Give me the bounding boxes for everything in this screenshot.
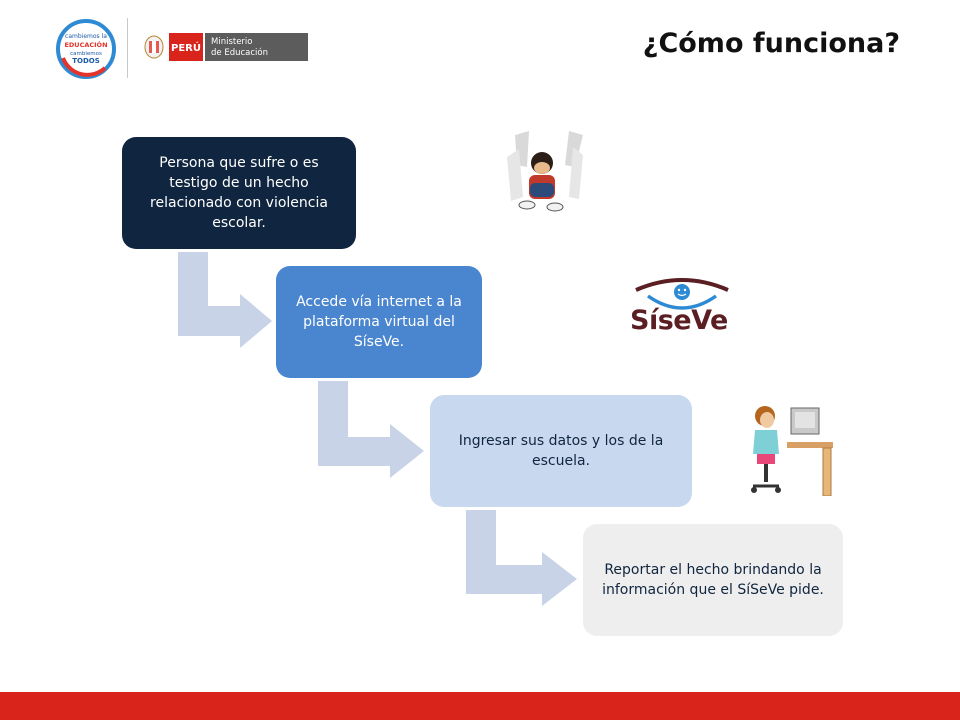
- peru-label: PERÚ: [171, 43, 201, 54]
- connector-arrow-3: [466, 510, 577, 606]
- computer-user-illustration: [745, 398, 835, 496]
- cambiemos-la-educacion-logo: [55, 18, 117, 80]
- flow-step-3: Ingresar sus datos y los de la escuela.: [430, 395, 692, 507]
- ministry-label-1: Ministerio: [211, 37, 253, 47]
- flow-step-4: Reportar el hecho brindando la información que el SíSeVe pide.: [583, 524, 843, 636]
- connector-arrow-1: [178, 252, 272, 348]
- footer-bar: [0, 692, 960, 720]
- page-title: ¿Cómo funciona?: [642, 28, 900, 59]
- connector-arrow-2: [318, 381, 424, 478]
- badge-text-4: TODOS: [72, 57, 100, 65]
- header-divider: [127, 18, 128, 78]
- flow-step-2: Accede vía internet a la plataforma virtual del SíseVe.: [276, 266, 482, 378]
- flow-step-1: Persona que sufre o es testigo de un hecho relacionado con violencia escolar.: [122, 137, 356, 249]
- badge-text-3: cambiemos: [70, 51, 102, 57]
- bullying-illustration: [497, 127, 587, 221]
- ministry-label-2: de Educación: [211, 48, 268, 58]
- badge-text-1: cambiemos la: [65, 33, 107, 40]
- peru-ministry-logo: [143, 33, 308, 61]
- peru-shield-icon: [145, 36, 163, 58]
- siseve-logo-text: SíseVe: [630, 305, 728, 336]
- badge-text-2: EDUCACIÓN: [64, 41, 108, 49]
